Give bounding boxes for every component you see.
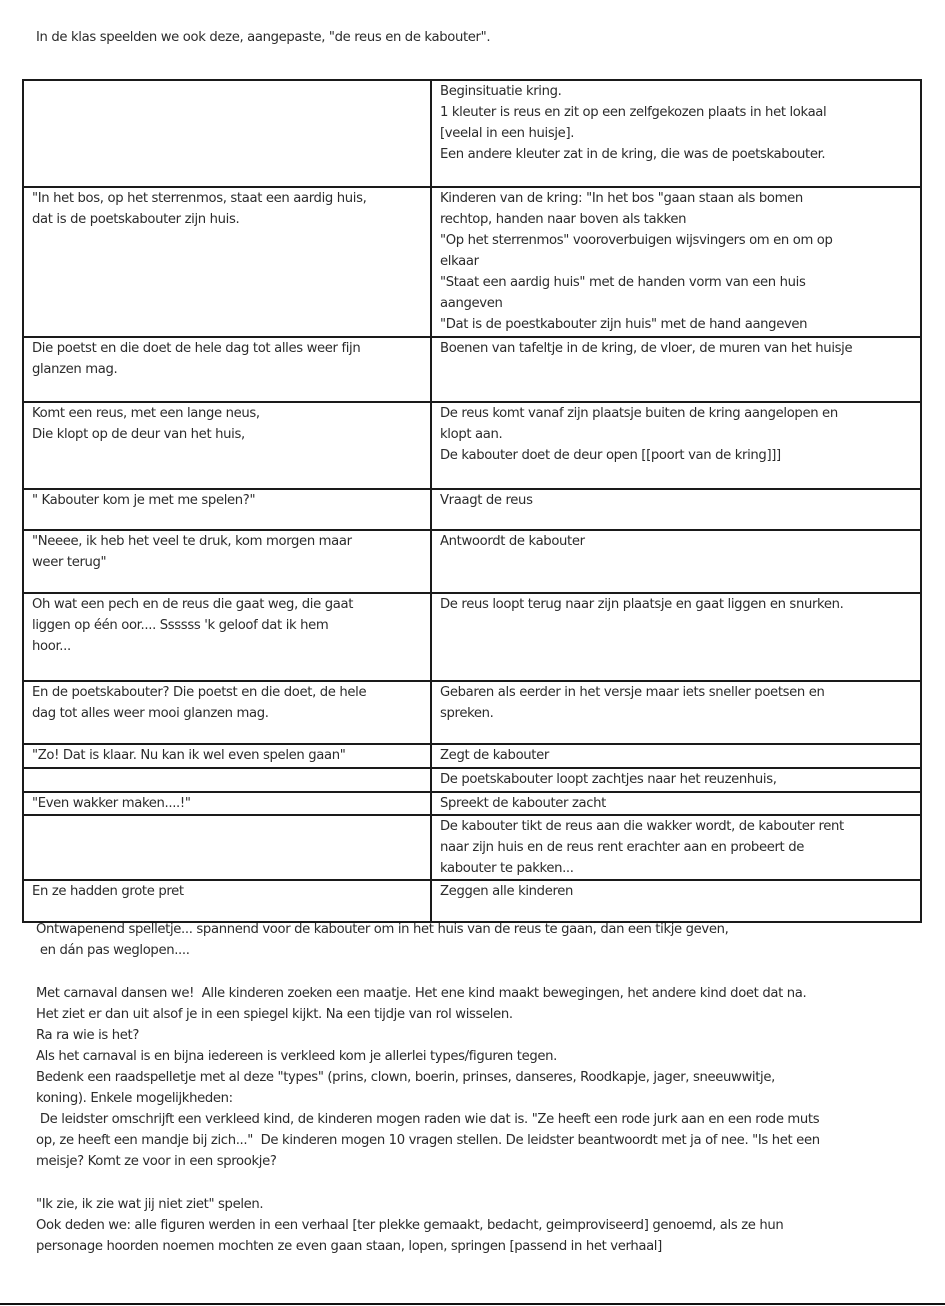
table-row: [23, 530, 921, 593]
verse-cell: [23, 187, 431, 337]
table-row: [23, 489, 921, 530]
verse-line: "Neeee, ik heb het veel te druk, kom morgen maar: [32, 534, 352, 549]
action-cell: [431, 489, 921, 530]
table-row: [23, 744, 921, 768]
carnaval-line: Het ziet er dan uit alsof je in een spiegel kijkt. Na een tijdje van rol wisselen.: [36, 1007, 513, 1022]
action-cell: [431, 402, 921, 489]
verse-line: hoor...: [32, 639, 71, 654]
carnaval-line: Als het carnaval is en bijna iedereen is verkleed kom je allerlei types/figuren tegen.: [36, 1049, 557, 1064]
verse-cell: [23, 792, 431, 815]
action-cell: [431, 80, 921, 187]
action-line: Antwoordt de kabouter: [440, 534, 585, 549]
verse-line: dat is de poetskabouter zijn huis.: [32, 212, 240, 227]
table-row: [23, 337, 921, 402]
verse-action-table: [22, 79, 922, 923]
action-cell: [431, 792, 921, 815]
action-line: spreken.: [440, 706, 494, 721]
verse-cell: [23, 402, 431, 489]
carnaval-line: Bedenk een raadspelletje met al deze "types" (prins, clown, boerin, prinses, danseres, Roodkapje, jager, sneeuwwitje,: [36, 1070, 775, 1085]
action-line: Beginsituatie kring.: [440, 84, 562, 99]
ik-zie-line: personage hoorden noemen mochten ze even gaan staan, lopen, springen [passend in het verhaal]: [36, 1239, 662, 1254]
action-cell: [431, 337, 921, 402]
ik-zie-line: "Ik zie, ik zie wat jij niet ziet" spelen.: [36, 1197, 264, 1212]
verse-line: "Even wakker maken....!": [32, 796, 191, 811]
action-line: De kabouter doet de deur open [[poort van de kring]]]: [440, 448, 781, 463]
verse-cell: [23, 744, 431, 768]
verse-line: En ze hadden grote pret: [32, 884, 184, 899]
action-cell: [431, 768, 921, 792]
action-line: Boenen van tafeltje in de kring, de vloer, de muren van het huisje: [440, 341, 853, 356]
action-line: De poetskabouter loopt zachtjes naar het reuzenhuis,: [440, 772, 777, 787]
action-cell: [431, 187, 921, 337]
carnaval-section: [36, 983, 941, 1172]
action-line: Spreekt de kabouter zacht: [440, 796, 606, 811]
table-row: [23, 187, 921, 337]
table-body: [23, 80, 921, 922]
carnaval-line: Ra ra wie is het?: [36, 1028, 140, 1043]
verse-cell: [23, 530, 431, 593]
page-bottom-rule: [0, 1303, 945, 1305]
action-line: [veelal in een huisje].: [440, 126, 575, 141]
action-cell: [431, 815, 921, 880]
table-row: [23, 402, 921, 489]
action-line: "Op het sterrenmos" vooroverbuigen wijsvingers om en om op: [440, 233, 833, 248]
verse-line: Die klopt op de deur van het huis,: [32, 427, 245, 442]
action-line: kabouter te pakken...: [440, 861, 574, 876]
verse-line: " Kabouter kom je met me spelen?": [32, 493, 256, 508]
table-row: [23, 792, 921, 815]
action-line: De reus komt vanaf zijn plaatsje buiten de kring aangelopen en: [440, 406, 838, 421]
action-cell: [431, 744, 921, 768]
closing-remark-line: en dán pas weglopen....: [36, 943, 190, 958]
table-row: [23, 815, 921, 880]
action-line: Zegt de kabouter: [440, 748, 549, 763]
closing-remark: [36, 919, 936, 961]
carnaval-line: op, ze heeft een mandje bij zich..." De kinderen mogen 10 vragen stellen. De leidster beantwoordt met ja of nee. "Is het een: [36, 1133, 820, 1148]
action-line: 1 kleuter is reus en zit op een zelfgekozen plaats in het lokaal: [440, 105, 827, 120]
verse-cell: [23, 489, 431, 530]
action-line: De reus loopt terug naar zijn plaatsje en gaat liggen en snurken.: [440, 597, 844, 612]
carnaval-line: meisje? Komt ze voor in een sprookje?: [36, 1154, 277, 1169]
action-line: Vraagt de reus: [440, 493, 533, 508]
verse-cell: [23, 593, 431, 681]
carnaval-line: De leidster omschrijft een verkleed kind, de kinderen mogen raden wie dat is. "Ze heeft een rode jurk aan en een rode muts: [36, 1112, 820, 1127]
action-line: Gebaren als eerder in het versje maar iets sneller poetsen en: [440, 685, 825, 700]
carnaval-line: koning). Enkele mogelijkheden:: [36, 1091, 233, 1106]
verse-cell: [23, 880, 431, 922]
action-cell: [431, 880, 921, 922]
action-cell: [431, 681, 921, 744]
table-row: [23, 593, 921, 681]
verse-cell: [23, 815, 431, 880]
closing-remark-line: Ontwapenend spelletje... spannend voor de kabouter om in het huis van de reus te gaan, dan een tikje geven,: [36, 922, 729, 937]
action-line: klopt aan.: [440, 427, 503, 442]
table-row: [23, 681, 921, 744]
table-row: [23, 880, 921, 922]
ik-zie-section: [36, 1194, 941, 1257]
verse-cell: [23, 681, 431, 744]
ik-zie-line: Ook deden we: alle figuren werden in een verhaal [ter plekke gemaakt, bedacht, geimproviseerd] genoemd, als ze hun: [36, 1218, 784, 1233]
action-line: rechtop, handen naar boven als takken: [440, 212, 687, 227]
verse-line: En de poetskabouter? Die poetst en die doet, de hele: [32, 685, 367, 700]
action-cell: [431, 530, 921, 593]
verse-line: Oh wat een pech en de reus die gaat weg, die gaat: [32, 597, 354, 612]
verse-line: glanzen mag.: [32, 362, 118, 377]
action-line: De kabouter tikt de reus aan die wakker wordt, de kabouter rent: [440, 819, 844, 834]
action-line: "Dat is de poestkabouter zijn huis" met de hand aangeven: [440, 317, 808, 332]
action-line: Kinderen van de kring: "In het bos "gaan staan als bomen: [440, 191, 803, 206]
verse-cell: [23, 768, 431, 792]
verse-line: "In het bos, op het sterrenmos, staat een aardig huis,: [32, 191, 367, 206]
action-cell: [431, 593, 921, 681]
action-line: Een andere kleuter zat in de kring, die was de poetskabouter.: [440, 147, 826, 162]
action-line: Zeggen alle kinderen: [440, 884, 574, 899]
verse-cell: [23, 80, 431, 187]
verse-line: liggen op één oor.... Ssssss 'k geloof dat ik hem: [32, 618, 329, 633]
verse-line: dag tot alles weer mooi glanzen mag.: [32, 706, 269, 721]
table-row: [23, 768, 921, 792]
verse-line: weer terug": [32, 555, 107, 570]
verse-line: "Zo! Dat is klaar. Nu kan ik wel even spelen gaan": [32, 748, 346, 763]
action-line: aangeven: [440, 296, 503, 311]
action-line: naar zijn huis en de reus rent erachter aan en probeert de: [440, 840, 804, 855]
table-row: [23, 80, 921, 187]
carnaval-line: Met carnaval dansen we! Alle kinderen zoeken een maatje. Het ene kind maakt bewegingen, het andere kind doet dat na.: [36, 986, 807, 1001]
verse-cell: [23, 337, 431, 402]
action-line: "Staat een aardig huis" met de handen vorm van een huis: [440, 275, 806, 290]
verse-line: Komt een reus, met een lange neus,: [32, 406, 260, 421]
intro-paragraph: In de klas speelden we ook deze, aangepaste, "de reus en de kabouter".: [36, 30, 491, 45]
action-line: elkaar: [440, 254, 479, 269]
verse-line: Die poetst en die doet de hele dag tot alles weer fijn: [32, 341, 361, 356]
